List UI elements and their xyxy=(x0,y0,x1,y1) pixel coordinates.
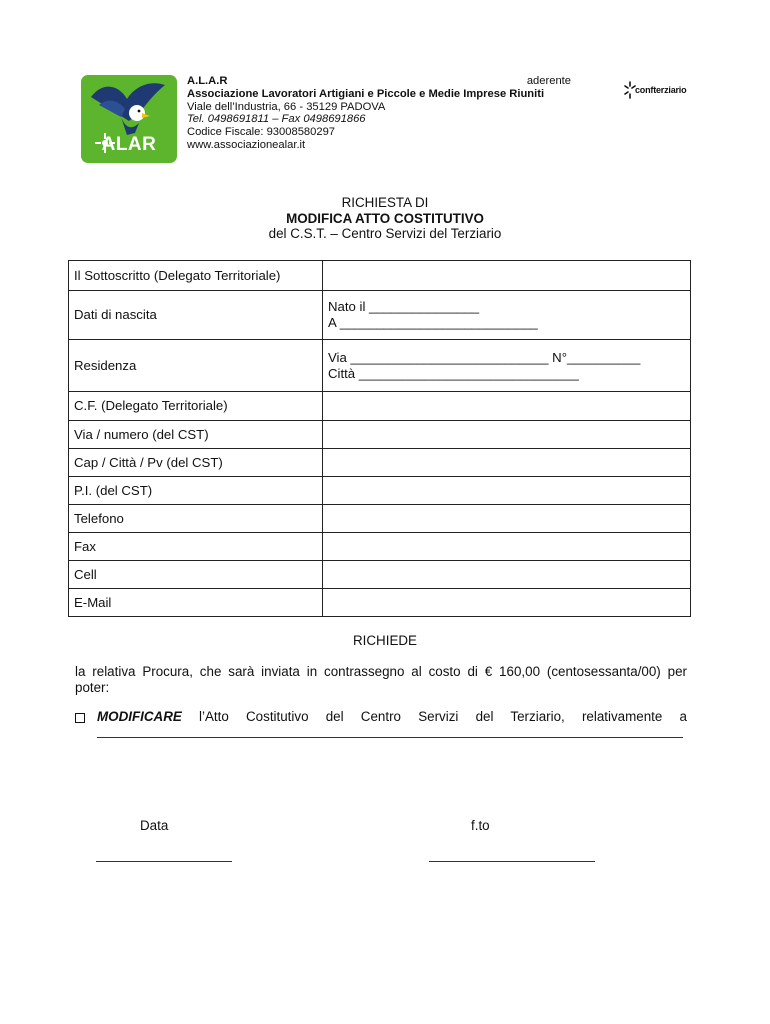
residenza-city-line: Città ______________________________ xyxy=(328,365,579,381)
pi-field[interactable] xyxy=(323,477,691,505)
table-row xyxy=(69,291,691,340)
telefono-field[interactable] xyxy=(323,505,691,533)
residenza-field[interactable] xyxy=(323,340,691,392)
logo-text: ALAR xyxy=(101,134,157,155)
residenza-label: Residenza xyxy=(69,340,323,392)
pi-label: P.I. (del CST) xyxy=(69,477,323,505)
request-paragraph xyxy=(75,664,687,696)
richiede-heading: RICHIEDE xyxy=(353,633,417,648)
table-row xyxy=(69,589,691,617)
cf-field[interactable] xyxy=(323,392,691,421)
org-phone: Tel. 0498691811 – Fax 0498691866 xyxy=(187,113,366,126)
cell-label: Cell xyxy=(69,561,323,589)
modificare-text: l’Atto Costitutivo del Centro Servizi del Terziario, relativamente a xyxy=(199,709,687,724)
telefono-label: Telefono xyxy=(69,505,323,533)
nascita-field[interactable] xyxy=(323,291,691,340)
request-form-table xyxy=(68,260,691,617)
document-title xyxy=(0,195,770,242)
org-website[interactable]: www.associazionealar.it xyxy=(187,138,306,151)
fax-label: Fax xyxy=(69,533,323,561)
aderente-label: aderente xyxy=(526,75,571,87)
sottoscritto-field[interactable] xyxy=(323,261,691,291)
via-field[interactable] xyxy=(323,421,691,449)
alar-logo xyxy=(81,75,177,163)
org-acronym: A.L.A.R xyxy=(187,75,228,87)
table-row xyxy=(69,261,691,291)
table-row xyxy=(69,340,691,392)
modificare-details-line[interactable] xyxy=(97,737,683,738)
table-row xyxy=(69,533,691,561)
email-label: E-Mail xyxy=(69,589,323,617)
table-row xyxy=(69,392,691,421)
nascita-date-line: Nato il _______________ xyxy=(328,299,480,314)
paragraph-line-1: la relativa Procura, che sarà inviata in contrassegno al costo di € 160,00 (centosessanta/00) per xyxy=(75,664,687,679)
modificare-label: MODIFICARE xyxy=(97,709,182,724)
cap-label: Cap / Città / Pv (del CST) xyxy=(69,449,323,477)
date-line[interactable] xyxy=(96,861,232,862)
table-row xyxy=(69,421,691,449)
table-row xyxy=(69,477,691,505)
modificare-option xyxy=(97,709,687,725)
confterziario-logo xyxy=(623,78,693,104)
fax-field[interactable] xyxy=(323,533,691,561)
date-label: Data xyxy=(140,818,169,833)
paragraph-line-2: poter: xyxy=(75,680,110,695)
via-label: Via / numero (del CST) xyxy=(69,421,323,449)
title-line-2: MODIFICA ATTO COSTITUTIVO xyxy=(286,210,484,226)
signature-label: f.to xyxy=(471,818,490,833)
cell-field[interactable] xyxy=(323,561,691,589)
email-field[interactable] xyxy=(323,589,691,617)
table-row xyxy=(69,449,691,477)
nascita-place-line: A ___________________________ xyxy=(328,315,538,330)
confterziario-text: confterziario xyxy=(635,85,687,95)
signature-line[interactable] xyxy=(429,861,595,862)
org-address: Viale dell’Industria, 66 - 35129 PADOVA xyxy=(187,100,386,113)
nascita-label: Dati di nascita xyxy=(69,291,323,340)
table-row xyxy=(69,505,691,533)
modificare-checkbox[interactable] xyxy=(75,713,85,723)
title-line-1: RICHIESTA DI xyxy=(341,195,429,210)
residenza-street-line: Via ___________________________ N°__________ xyxy=(328,349,641,365)
sottoscritto-label: Il Sottoscritto (Delegato Territoriale) xyxy=(69,261,323,291)
table-row xyxy=(69,561,691,589)
org-tax-code: Codice Fiscale: 93008580297 xyxy=(187,126,336,139)
cf-label: C.F. (Delegato Territoriale) xyxy=(69,392,323,421)
letterhead xyxy=(187,75,571,152)
title-line-3: del C.S.T. – Centro Servizi del Terziario xyxy=(268,226,502,241)
cap-field[interactable] xyxy=(323,449,691,477)
org-full-name: Associazione Lavoratori Artigiani e Piccole e Medie Imprese Riuniti xyxy=(187,87,545,100)
